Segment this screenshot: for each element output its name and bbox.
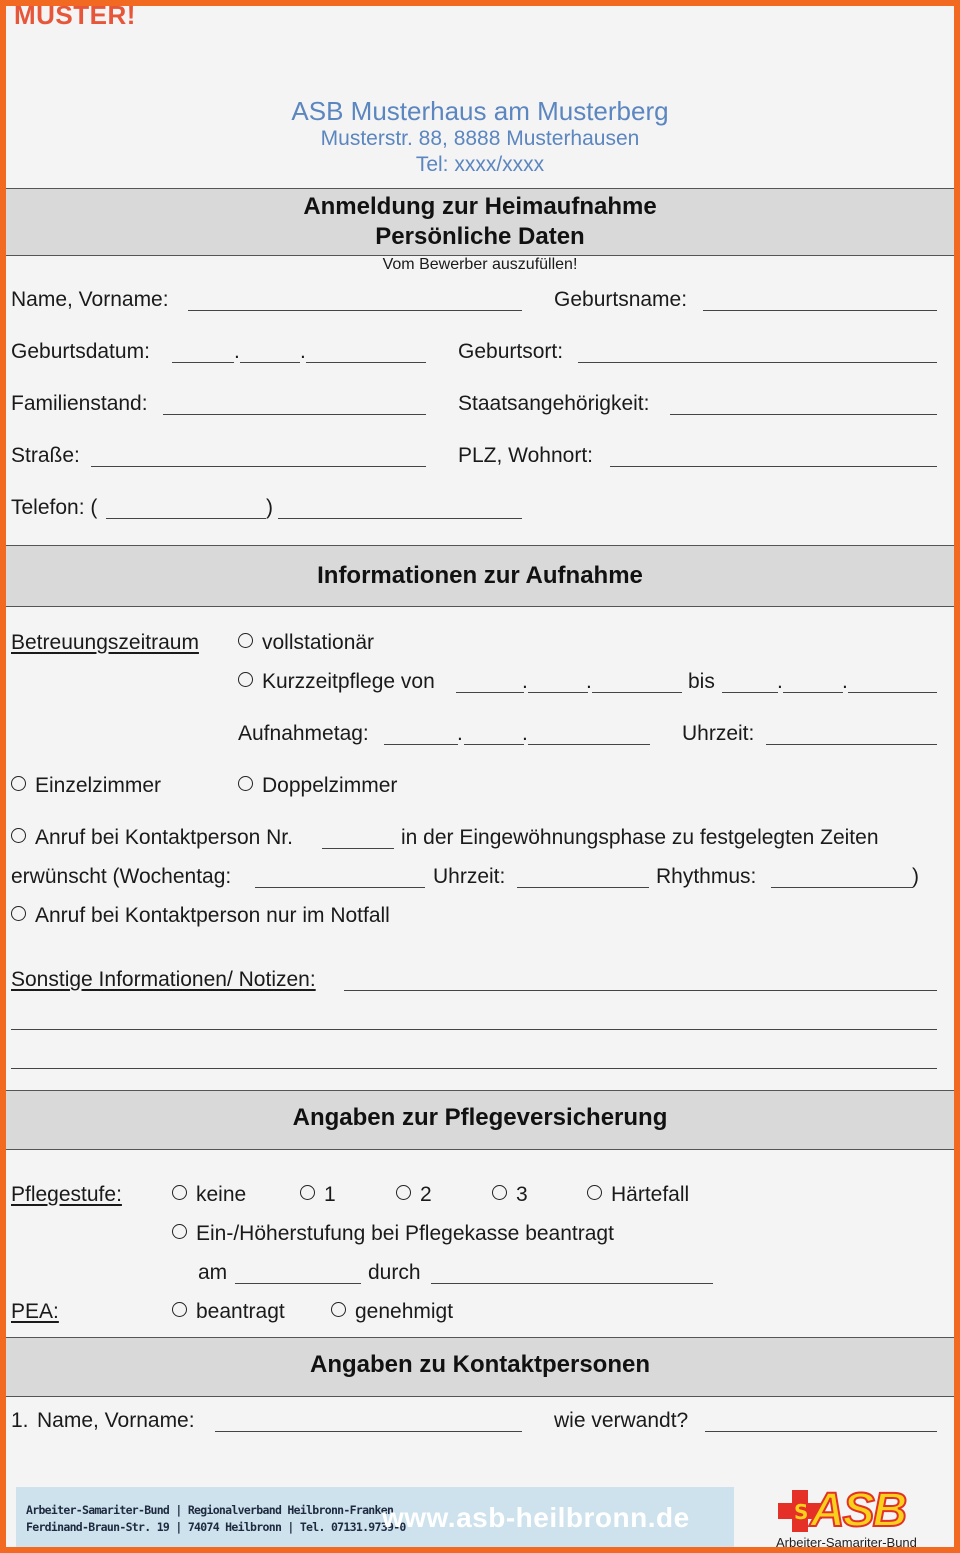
name-label: Name, Vorname: bbox=[11, 288, 169, 311]
contact-name-label: Name, Vorname: bbox=[37, 1409, 195, 1432]
option-full-care-label: vollstationär bbox=[262, 631, 375, 654]
radio-circle-icon[interactable] bbox=[331, 1302, 346, 1317]
date-dot: . bbox=[522, 722, 528, 745]
rhythm-label: Rhythmus: bbox=[656, 865, 757, 888]
call-emergency-option[interactable] bbox=[11, 904, 390, 928]
notes-line-3[interactable] bbox=[11, 1068, 937, 1069]
level-option-1[interactable] bbox=[300, 1183, 336, 1207]
call-contact-option[interactable] bbox=[11, 826, 293, 850]
single-room-option[interactable] bbox=[11, 774, 161, 798]
admission-time-field[interactable] bbox=[766, 744, 937, 745]
street-field[interactable] bbox=[91, 466, 426, 467]
radio-circle-icon[interactable] bbox=[11, 906, 26, 921]
form-page bbox=[6, 6, 954, 1547]
radio-circle-icon[interactable] bbox=[587, 1185, 602, 1200]
level-2-label: 2 bbox=[420, 1183, 432, 1206]
date-dot: . bbox=[522, 670, 528, 693]
upgrade-by-field[interactable] bbox=[431, 1283, 713, 1284]
call-time-field[interactable] bbox=[517, 887, 649, 888]
street-label: Straße: bbox=[11, 444, 80, 467]
pea-applied-option[interactable] bbox=[172, 1300, 285, 1324]
marital-field[interactable] bbox=[163, 414, 426, 415]
level-3-label: 3 bbox=[516, 1183, 528, 1206]
upgrade-label: Ein-/Höherstufung bei Pflegekasse beantragt bbox=[196, 1222, 614, 1245]
pea-applied-label: beantragt bbox=[196, 1300, 285, 1323]
care-period-label: Betreuungszeitraum bbox=[11, 631, 199, 654]
section-personal-header bbox=[6, 188, 954, 256]
level-hardship-label: Härtefall bbox=[611, 1183, 690, 1206]
radio-circle-icon[interactable] bbox=[11, 828, 26, 843]
radio-circle-icon[interactable] bbox=[238, 776, 253, 791]
admission-day-field[interactable] bbox=[384, 744, 458, 745]
birthdate-month-field[interactable] bbox=[240, 362, 300, 363]
phone-close-paren: ) bbox=[266, 496, 273, 519]
section-personal-subtitle: Persönliche Daten bbox=[375, 223, 585, 250]
contact-relation-label: wie verwandt? bbox=[554, 1409, 689, 1432]
radio-circle-icon[interactable] bbox=[172, 1224, 187, 1239]
admission-month-field[interactable] bbox=[464, 744, 524, 745]
birthdate-label: Geburtsdatum: bbox=[11, 340, 150, 363]
pea-label: PEA: bbox=[11, 1300, 59, 1323]
short-from-day-field[interactable] bbox=[456, 692, 524, 693]
footer-line-1: Arbeiter-Samariter-Bund | Regionalverband Heilbronn-Franken bbox=[26, 1503, 394, 1517]
date-dot: . bbox=[234, 340, 240, 363]
zip-city-label: PLZ, Wohnort: bbox=[458, 444, 594, 467]
pea-approved-label: genehmigt bbox=[355, 1300, 454, 1323]
birthname-field[interactable] bbox=[703, 310, 937, 311]
birthdate-year-field[interactable] bbox=[306, 362, 426, 363]
radio-circle-icon[interactable] bbox=[396, 1185, 411, 1200]
marital-label: Familienstand: bbox=[11, 392, 148, 415]
option-full-care[interactable] bbox=[238, 631, 374, 655]
radio-circle-icon[interactable] bbox=[172, 1185, 187, 1200]
level-1-label: 1 bbox=[324, 1183, 336, 1206]
phone-label: Telefon: ( bbox=[11, 496, 98, 519]
short-to-year-field[interactable] bbox=[848, 692, 937, 693]
single-room-label: Einzelzimmer bbox=[35, 774, 162, 797]
level-option-hardship[interactable] bbox=[587, 1183, 689, 1207]
notes-label: Sonstige Informationen/ Notizen: bbox=[11, 968, 316, 991]
phone-area-field[interactable] bbox=[106, 518, 266, 519]
double-room-label: Doppelzimmer bbox=[262, 774, 398, 797]
date-dot: . bbox=[300, 340, 306, 363]
call-time-label: Uhrzeit: bbox=[433, 865, 506, 888]
upgrade-by-label: durch bbox=[368, 1261, 421, 1284]
radio-circle-icon[interactable] bbox=[238, 633, 253, 648]
until-label: bis bbox=[688, 670, 715, 693]
rhythm-close-paren: ) bbox=[912, 865, 919, 888]
admission-year-field[interactable] bbox=[528, 744, 650, 745]
upgrade-option[interactable] bbox=[172, 1222, 614, 1246]
phone-number-field[interactable] bbox=[278, 518, 522, 519]
contact-number: 1. bbox=[11, 1409, 29, 1432]
section-admission-title: Informationen zur Aufnahme bbox=[317, 562, 643, 589]
short-to-month-field[interactable] bbox=[783, 692, 843, 693]
weekday-label: erwünscht (Wochentag: bbox=[11, 865, 232, 888]
notes-line-2[interactable] bbox=[11, 1029, 937, 1030]
care-level-label: Pflegestufe: bbox=[11, 1183, 122, 1206]
section-admission-header bbox=[6, 545, 954, 607]
birthplace-label: Geburtsort: bbox=[458, 340, 564, 363]
birthplace-field[interactable] bbox=[578, 362, 937, 363]
section-contacts-title: Angaben zu Kontaktpersonen bbox=[309, 1351, 651, 1378]
radio-circle-icon[interactable] bbox=[300, 1185, 315, 1200]
upgrade-date-field[interactable] bbox=[235, 1283, 361, 1284]
date-dot: . bbox=[777, 670, 783, 693]
level-option-2[interactable] bbox=[396, 1183, 432, 1207]
org-phone: Tel: xxxx/xxxx bbox=[415, 153, 545, 176]
level-option-3[interactable] bbox=[492, 1183, 528, 1207]
option-short-care-label: Kurzzeitpflege von bbox=[262, 670, 435, 693]
section-contacts-header bbox=[6, 1337, 954, 1397]
contact-name-field[interactable] bbox=[215, 1431, 522, 1432]
rhythm-field[interactable] bbox=[771, 887, 913, 888]
date-dot: . bbox=[586, 670, 592, 693]
org-address: Musterstr. 88, 8888 Musterhausen bbox=[320, 127, 640, 150]
radio-circle-icon[interactable] bbox=[492, 1185, 507, 1200]
footer-line-2: Ferdinand-Braun-Str. 19 | 74074 Heilbronn | Tel. 07131.9739-0 bbox=[26, 1520, 406, 1534]
option-short-care[interactable] bbox=[238, 670, 435, 694]
radio-circle-icon[interactable] bbox=[11, 776, 26, 791]
call-emergency-label: Anruf bei Kontaktperson nur im Notfall bbox=[35, 904, 390, 927]
nationality-field[interactable] bbox=[670, 414, 937, 415]
radio-circle-icon[interactable] bbox=[172, 1302, 187, 1317]
contact-number-field[interactable] bbox=[322, 848, 394, 849]
name-field[interactable] bbox=[188, 310, 522, 311]
zip-city-field[interactable] bbox=[610, 466, 937, 467]
birthdate-day-field[interactable] bbox=[172, 362, 234, 363]
date-dot: . bbox=[457, 722, 463, 745]
weekday-field[interactable] bbox=[255, 887, 425, 888]
admission-day-label: Aufnahmetag: bbox=[238, 722, 369, 745]
date-dot: . bbox=[842, 670, 848, 693]
org-name: ASB Musterhaus am Musterberg bbox=[291, 96, 669, 126]
call-contact-label: Anruf bei Kontaktperson Nr. bbox=[35, 826, 293, 849]
watermark: MUSTER! bbox=[14, 6, 136, 30]
contact-relation-field[interactable] bbox=[705, 1431, 937, 1432]
radio-circle-icon[interactable] bbox=[238, 672, 253, 687]
admission-time-label: Uhrzeit: bbox=[682, 722, 755, 745]
level-none-label: keine bbox=[196, 1183, 247, 1206]
upgrade-on-label: am bbox=[198, 1261, 228, 1284]
section-personal-title: Anmeldung zur Heimaufnahme bbox=[303, 193, 657, 220]
call-contact-phase-text: in der Eingewöhnungsphase zu festgelegten Zeiten bbox=[401, 826, 879, 849]
notes-line-1[interactable] bbox=[344, 990, 937, 991]
double-room-option[interactable] bbox=[238, 774, 397, 798]
section-insurance-header bbox=[6, 1090, 954, 1150]
asb-cross-icon: S bbox=[778, 1490, 822, 1532]
footer-url[interactable]: www.asb-heilbronn.de bbox=[382, 1502, 690, 1533]
pea-approved-option[interactable] bbox=[331, 1300, 453, 1324]
level-option-none[interactable] bbox=[172, 1183, 246, 1207]
fill-note: Vom Bewerber auszufüllen! bbox=[382, 256, 578, 273]
short-from-year-field[interactable] bbox=[592, 692, 682, 693]
short-from-month-field[interactable] bbox=[528, 692, 588, 693]
nationality-label: Staatsangehörigkeit: bbox=[458, 392, 650, 415]
section-insurance-title: Angaben zur Pflegeversicherung bbox=[292, 1104, 668, 1131]
birthname-label: Geburtsname: bbox=[554, 288, 688, 311]
short-to-day-field[interactable] bbox=[722, 692, 778, 693]
asb-logo: ASB bbox=[810, 1484, 906, 1537]
asb-logo-subtitle: Arbeiter-Samariter-Bund bbox=[776, 1535, 917, 1547]
